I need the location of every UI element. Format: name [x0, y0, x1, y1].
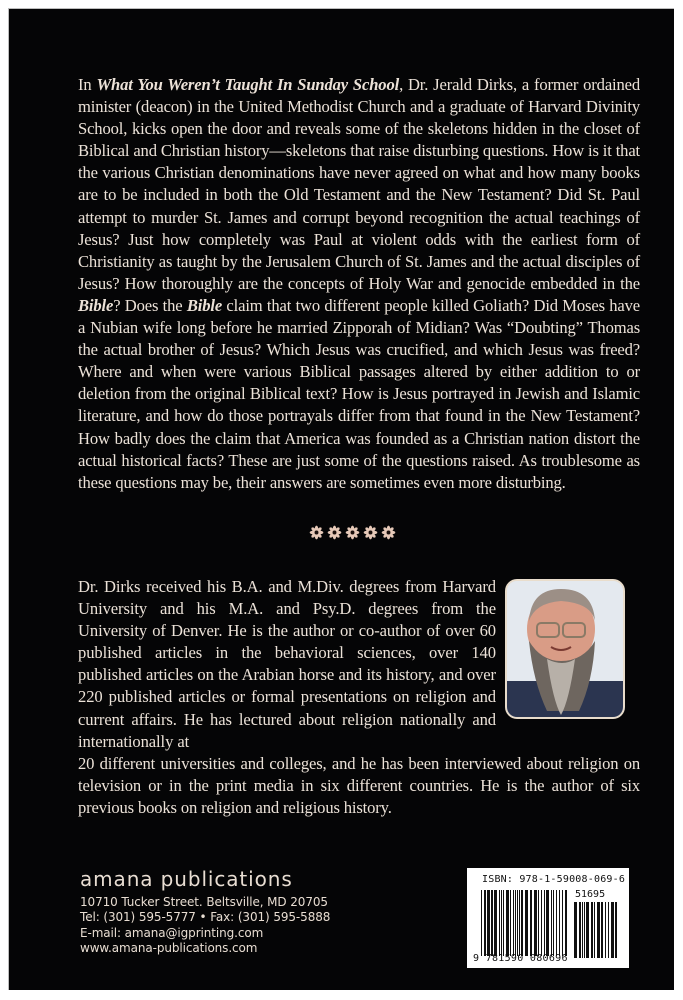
author-photo	[505, 579, 625, 719]
barcode-bar	[506, 890, 509, 956]
barcode-bar	[487, 890, 490, 956]
barcode-bar	[551, 890, 552, 956]
barcode-bar	[521, 890, 523, 956]
barcode-bar	[556, 890, 557, 956]
barcode-bar	[525, 890, 528, 956]
barcode-bar	[597, 902, 600, 958]
barcode-bar	[574, 902, 577, 958]
blurb-text-1: , Dr. Jerald Dirks, a former ordained minister (deacon) in the United Methodist Church and a graduate of Harvard Divinity School, kicks open the door and reveals some of the skeletons hidden in the closet of Biblical and Christian history—skeletons that raise disturbing questions. How is it that the various Christian denominations have never agreed on what and how many books are to be included in both the Old Testament and the New Testament? Did St. Paul attempt to murder St. James and corrupt beyond recognition the actual teachings of Jesus? Just how completely was Paul at violent odds with the earliest form of Christianity as taught by the Jerusalem Church of St. James and the actual disciples of Jesus? How thoroughly are the concepts of Holy War and genocide embedded in the	[78, 75, 641, 293]
blurb-intro: In	[78, 75, 97, 94]
publisher-address: 10710 Tucker Street. Beltsville, MD 20705	[80, 895, 328, 909]
barcode-bar	[534, 890, 537, 956]
bible-title: Bible	[78, 295, 114, 315]
barcode-bar	[562, 890, 563, 956]
barcode-bar	[559, 890, 560, 956]
book-back-cover	[8, 8, 674, 990]
barcode-bar	[515, 890, 516, 956]
barcode-bar	[481, 890, 482, 956]
barcode-bar	[611, 902, 614, 958]
barcode-bar	[541, 890, 542, 956]
barcode-bar	[538, 890, 539, 956]
section-divider-ornaments	[309, 525, 399, 545]
flower-ornament-icon	[327, 525, 342, 540]
publisher-name: amana publications	[80, 867, 293, 891]
barcode-bars-main	[481, 890, 567, 956]
publisher-info	[80, 867, 330, 956]
publisher-phone-fax: Tel: (301) 595-5777 • Fax: (301) 595-5888	[80, 910, 331, 925]
barcode-bar	[594, 902, 595, 958]
barcode-bar	[510, 890, 511, 956]
barcode-bar	[513, 890, 514, 956]
barcode-bar	[484, 890, 486, 956]
author-portrait-image	[507, 581, 623, 717]
barcode-bar	[546, 890, 549, 956]
barcode-bar	[615, 902, 617, 958]
barcode-bars-addon	[574, 902, 618, 958]
publisher-email: E-mail: amana@igprinting.com	[80, 925, 264, 940]
barcode-bar	[553, 890, 554, 956]
price-code: 51695	[575, 889, 606, 900]
isbn-barcode	[467, 868, 629, 968]
barcode-bar	[586, 902, 589, 958]
barcode-bar	[501, 890, 502, 956]
flower-ornament-icon	[363, 525, 378, 540]
barcode-bar	[519, 890, 520, 956]
blurb-text-2: ? Does the	[113, 295, 187, 315]
barcode-bar	[503, 890, 504, 956]
barcode-bar	[605, 902, 606, 958]
book-title: What You Weren’t Taught In Sunday School	[96, 75, 400, 94]
author-bio-top: Dr. Dirks received his B.A. and M.Div. degrees from Harvard University and his M.A. and Psy.D. degrees from the University of Denver. He is the author or co-author of over 60 published articles in the behavioral sciences, over 140 published articles on the Arabian horse and its history, and over 220 published articles or formal presentations on religion and current affairs. He has lectured about religion nationally and internationally at	[78, 577, 496, 751]
blurb-text-3: claim that two different people killed Goliath? Did Moses have a Nubian wife long before he married Zipporah of Midian? Was “Doubting” Thomas the actual brother of Jesus? Which Jesus was crucified, and which Jesus was freed? Where and when were various Biblical passages altered by either addition to or deletion from the original Biblical text? How is Jesus portrayed in Jewish and Islamic literature, and how do those portrayals differ from that found in the New Testament? How badly does the claim that America was founded as a Christian nation distort the actual historical facts? These are just some of the questions raised. As troublesome as these questions may be, their answers are sometimes even more disturbing.	[78, 295, 640, 492]
barcode-bar	[491, 890, 493, 956]
barcode-bar	[608, 902, 609, 958]
ean-digits: 9 781590 080696	[473, 953, 568, 964]
publisher-website: www.amana-publications.com	[80, 940, 258, 955]
bible-title: Bible	[186, 295, 223, 315]
barcode-bar	[499, 890, 500, 956]
barcode-bar	[565, 890, 567, 956]
barcode-bar	[591, 902, 593, 958]
isbn-number: ISBN: 978-1-59008-069-6	[482, 874, 626, 885]
barcode-bar	[579, 902, 581, 958]
barcode-bar	[582, 902, 583, 958]
barcode-bar	[517, 890, 518, 956]
barcode-bar	[601, 902, 603, 958]
flower-ornament-icon	[381, 525, 396, 540]
barcode-bar	[494, 890, 497, 956]
barcode-bar	[544, 890, 545, 956]
flower-ornament-icon	[345, 525, 360, 540]
author-bio-bottom: 20 different universities and colleges, and he has been interviewed about religion on television or in the print media in six different countries. He is the author of six previous books on religion and religious history.	[78, 754, 640, 818]
barcode-bar	[584, 902, 585, 958]
book-blurb	[78, 74, 640, 494]
flower-ornament-icon	[309, 525, 324, 540]
barcode-bar	[530, 890, 532, 956]
